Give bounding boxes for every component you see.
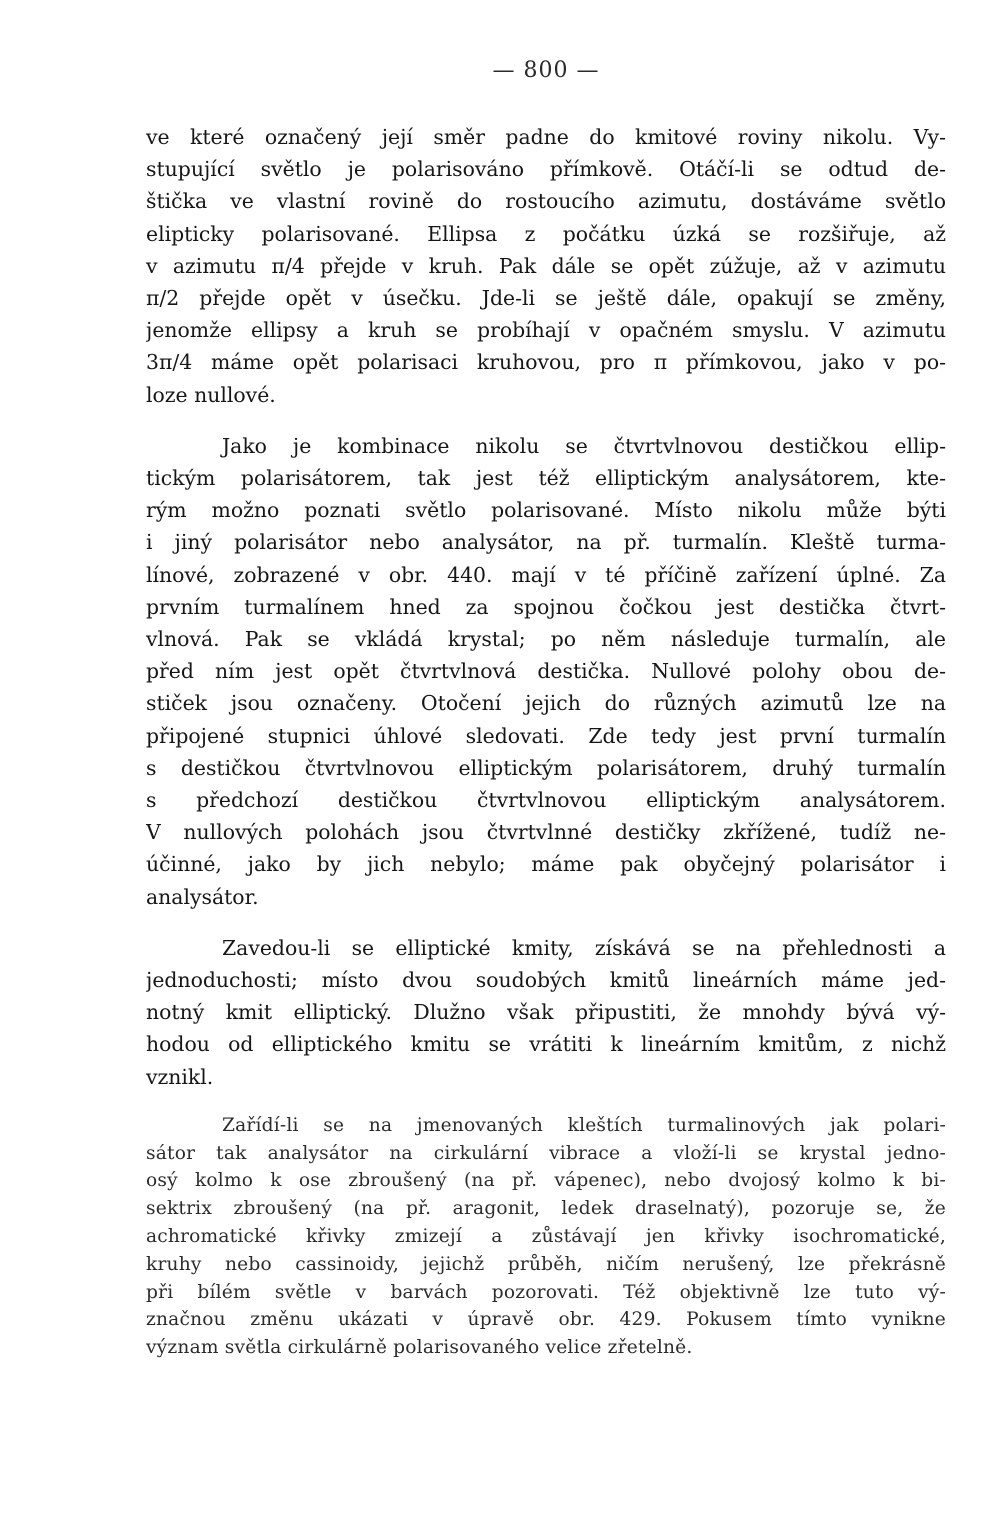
text-line: štička ve vlastní rovině do rostoucího azimutu, dostáváme světlo: [146, 189, 946, 214]
text-line: osý kolmo k ose zbroušený (na př. vápenec), nebo dvojosý kolmo k bi-: [146, 1170, 946, 1192]
text-line: stupující světlo je polarisováno přímkově. Otáčí-li se odtud de-: [146, 157, 946, 182]
text-line: sátor tak analysátor na cirkulární vibrace a vloží-li se krystal jedno-: [146, 1142, 946, 1164]
text-line: účinné, jako by jich nebylo; máme pak obyčejný polarisátor i: [146, 852, 946, 877]
text-line: V nullových polohách jsou čtvrtvlnné destičky zkřížené, tudíž ne-: [146, 820, 946, 845]
text-line: jednoduchosti; místo dvou soudobých kmitů lineárních máme jed-: [146, 968, 946, 993]
text-line: i jiný polarisátor nebo analysátor, na př. turmalín. Kleště turma-: [146, 530, 946, 555]
paragraph-spacer: [146, 913, 946, 932]
text-line: stiček jsou označeny. Otočení jejich do různých azimutů lze na: [146, 691, 946, 716]
text-line: značnou změnu ukázati v úpravě obr. 429. Pokusem tímto vynikne: [146, 1309, 946, 1331]
text-line: rým možno poznati světlo polarisované. Místo nikolu může býti: [146, 498, 946, 523]
text-line: jenomže ellipsy a kruh se probíhají v opačném smyslu. V azimutu: [146, 318, 946, 343]
text-line: línové, zobrazené v obr. 440. mají v té příčině zařízení úplné. Za: [146, 562, 946, 587]
book-page: [146, 58, 946, 1362]
text-line: kruhy nebo cassinoidy, jejichž průběh, ničím nerušený, lze překrásně: [146, 1253, 946, 1275]
text-line: sektrix zbroušený (na př. aragonit, ledek draselnatý), pozoruje se, že: [146, 1198, 946, 1220]
text-line: v azimutu π/4 přejde v kruh. Pak dále se opět zúžuje, až v azimutu: [146, 253, 946, 278]
text-line: při bílém světle v barvách pozorovati. Též objektivně lze tuto vý-: [146, 1281, 946, 1303]
paragraph-spacer: [146, 411, 946, 430]
text-line: význam světla cirkulárně polarisovaného velice zřetelně.: [146, 1337, 693, 1359]
text-line: ve které označený její směr padne do kmitové roviny nikolu. Vy-: [146, 125, 946, 149]
paragraph-2: [146, 430, 946, 913]
text-line: Zavedou-li se elliptické kmity, získává se na přehlednosti a: [222, 935, 946, 960]
text-line: Jako je kombinace nikolu se čtvrtvlnovou destičkou ellip-: [222, 433, 946, 458]
paragraph-1: [146, 121, 946, 411]
text-line: tickým polarisátorem, tak jest též elliptickým analysátorem, kte-: [146, 466, 946, 491]
text-line: s předchozí destičkou čtvrtvlnovou elliptickým analysátorem.: [146, 788, 946, 813]
text-line: notný kmit elliptický. Dlužno však připustiti, že mnohdy bývá vý-: [146, 1000, 946, 1025]
text-line: achromatické křivky zmizejí a zůstávají jen křivky isochromatické,: [146, 1226, 946, 1248]
text-line: analysátor.: [146, 884, 259, 909]
text-line: vlnová. Pak se vkládá krystal; po něm následuje turmalín, ale: [146, 627, 946, 652]
page-number: — 800 —: [492, 58, 600, 83]
text-line: prvním turmalínem hned za spojnou čočkou jest destička čtvrt-: [146, 594, 946, 619]
text-line: loze nullové.: [146, 382, 276, 407]
text-line: 3π/4 máme opět polarisaci kruhovou, pro π přímkovou, jako v po-: [146, 350, 946, 375]
text-line: s destičkou čtvrtvlnovou elliptickým polarisátorem, druhý turmalín: [146, 755, 946, 780]
paragraph-3: [146, 932, 946, 1093]
text-line: před ním jest opět čtvrtvlnová destička. Nullové polohy obou de-: [146, 659, 946, 684]
text-line: vznikl.: [146, 1064, 214, 1089]
paragraph-spacer: [146, 1093, 946, 1112]
text-line: hodou od elliptického kmitu se vrátiti k lineárním kmitům, z nichž: [146, 1032, 946, 1057]
text-line: elipticky polarisované. Ellipsa z počátku úzká se rozšiřuje, až: [146, 221, 946, 246]
text-line: π/2 přejde opět v úsečku. Jde-li se ještě dále, opakují se změny,: [146, 286, 946, 311]
text-line: připojené stupnici úhlové sledovati. Zde tedy jest první turmalín: [146, 723, 946, 748]
text-line: Zařídí-li se na jmenovaných kleštích turmalinových jak polari-: [222, 1114, 946, 1136]
paragraph-4-small-print: [146, 1112, 946, 1362]
